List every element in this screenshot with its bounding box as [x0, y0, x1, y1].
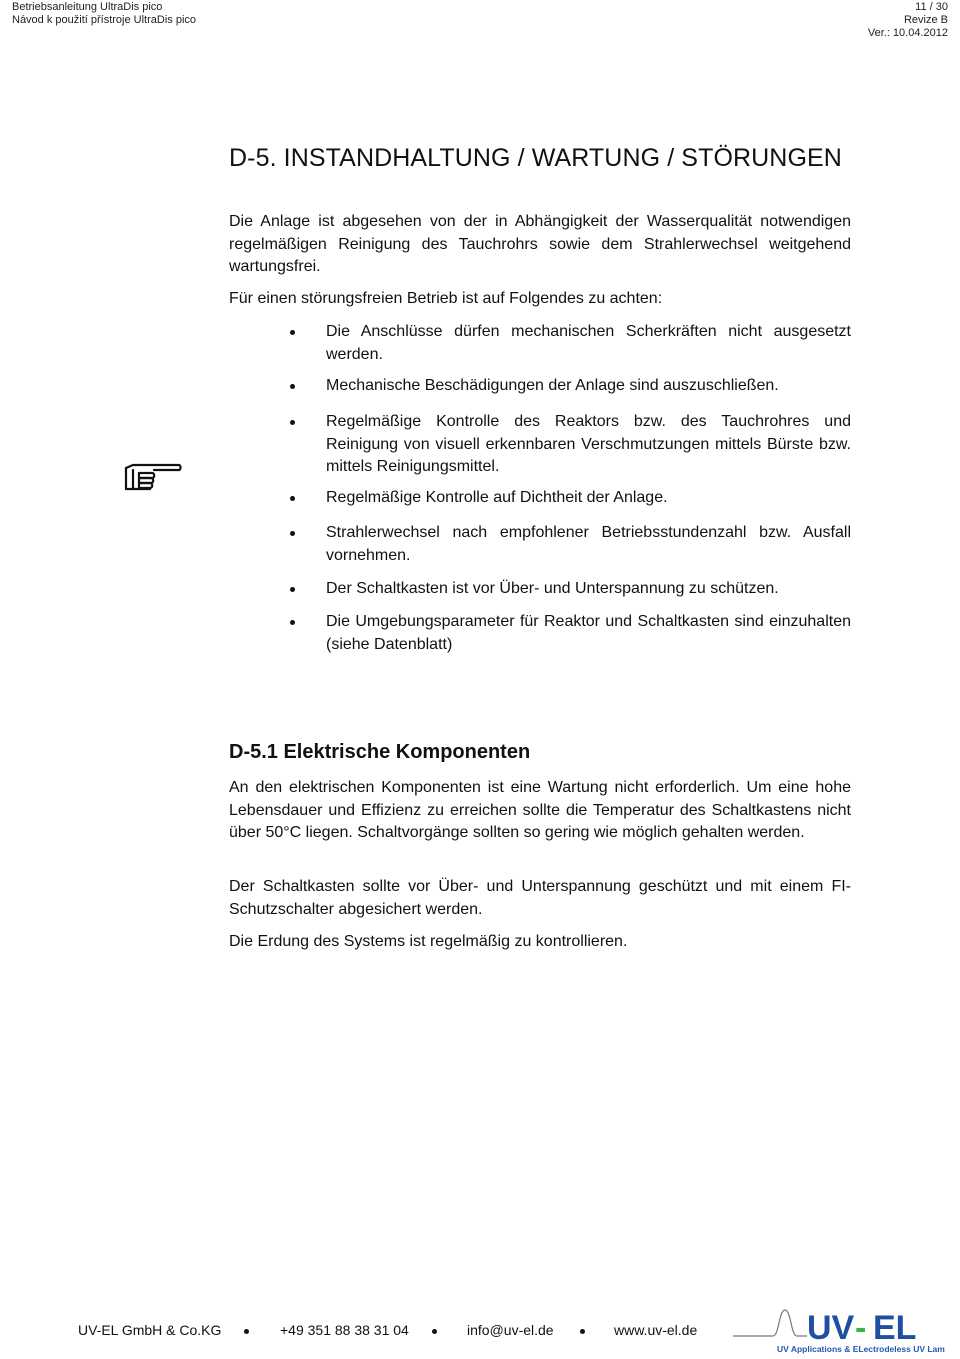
- lead-paragraph: Für einen störungsfreien Betrieb ist auf Folgendes zu achten:: [229, 290, 663, 307]
- protection-paragraph: Der Schaltkasten sollte vor Über- und Unterspannung geschützt und mit einem FI-Schutzschalter abgesichert werden.: [229, 878, 851, 918]
- list-item: Strahlerwechsel nach empfohlener Betriebsstundenzahl bzw. Ausfall vornehmen.: [326, 524, 851, 564]
- header-left: [12, 1, 196, 27]
- grounding-paragraph: Die Erdung des Systems ist regelmäßig zu kontrollieren.: [229, 933, 628, 950]
- header-right: [868, 1, 948, 40]
- footer-company: UV-EL GmbH & Co.KG: [78, 1322, 222, 1338]
- logo-uv: UV: [807, 1309, 855, 1347]
- version-date: Ver.: 10.04.2012: [867, 27, 948, 39]
- bullet-dot: [290, 620, 295, 625]
- list-item: Die Anschlüsse dürfen mechanischen Scherkräften nicht ausgesetzt werden.: [326, 323, 851, 363]
- bullet-dot: [290, 531, 295, 536]
- intro-paragraph: Die Anlage ist abgesehen von der in Abhängigkeit der Wasserqualität notwendigen regelmäßigen Reinigung des Tauchrohrs sowie dem Strahlerwechsel weitgehend wartungsfrei.: [229, 213, 851, 275]
- footer-phone: +49 351 88 38 31 04: [280, 1322, 409, 1338]
- wave-line: [733, 1310, 807, 1336]
- footer-separator: [244, 1329, 249, 1334]
- bullet-dot: [290, 587, 295, 592]
- footer-email[interactable]: info@uv-el.de: [467, 1322, 554, 1338]
- logo-el: EL: [873, 1309, 917, 1347]
- list-item: Regelmäßige Kontrolle des Reaktors bzw. des Tauchrohres und Reinigung von visuell erkennbaren Verschmutzungen mittels Bürste bzw. mittels Reinigungsmittel.: [326, 413, 851, 475]
- revision-label: Revize B: [903, 14, 948, 26]
- page-number: 11 / 30: [915, 1, 948, 13]
- logo-tagline: UV Applications & ELectrodeless UV Lamps: [777, 1344, 945, 1354]
- electrical-paragraph: An den elektrischen Komponenten ist eine Wartung nicht erforderlich. Um eine hohe Lebensdauer und Effizienz zu erreichen sollte die Temperatur des Schaltkastens nicht über 50°C liegen. Schaltvorgänge sollten so gering wie möglich gehalten werden.: [229, 779, 851, 841]
- company-logo: [733, 1306, 945, 1359]
- logo-dash: -: [855, 1309, 867, 1347]
- list-item: Regelmäßige Kontrolle auf Dichtheit der Anlage.: [326, 489, 668, 506]
- section-title: D-5. INSTANDHALTUNG / WARTUNG / STÖRUNGEN: [229, 144, 842, 172]
- footer-separator: [580, 1329, 585, 1334]
- bullet-dot: [290, 384, 295, 389]
- subsection-title: D-5.1 Elektrische Komponenten: [229, 741, 531, 763]
- bullet-dot: [290, 420, 295, 425]
- list-item: Der Schaltkasten ist vor Über- und Unterspannung zu schützen.: [326, 580, 779, 597]
- document-title-cz: Návod k použití přístroje UltraDis pico: [12, 14, 197, 26]
- pointing-hand-icon: [124, 462, 182, 499]
- list-item: Die Umgebungsparameter für Reaktor und Schaltkasten sind einzuhalten (siehe Datenblatt): [326, 613, 851, 653]
- document-title-de: Betriebsanleitung UltraDis pico: [12, 1, 163, 13]
- list-item: Mechanische Beschädigungen der Anlage sind auszuschließen.: [326, 377, 779, 394]
- footer-separator: [432, 1329, 437, 1334]
- bullet-dot: [290, 496, 295, 501]
- bullet-dot: [290, 330, 295, 335]
- footer-website[interactable]: www.uv-el.de: [614, 1322, 698, 1338]
